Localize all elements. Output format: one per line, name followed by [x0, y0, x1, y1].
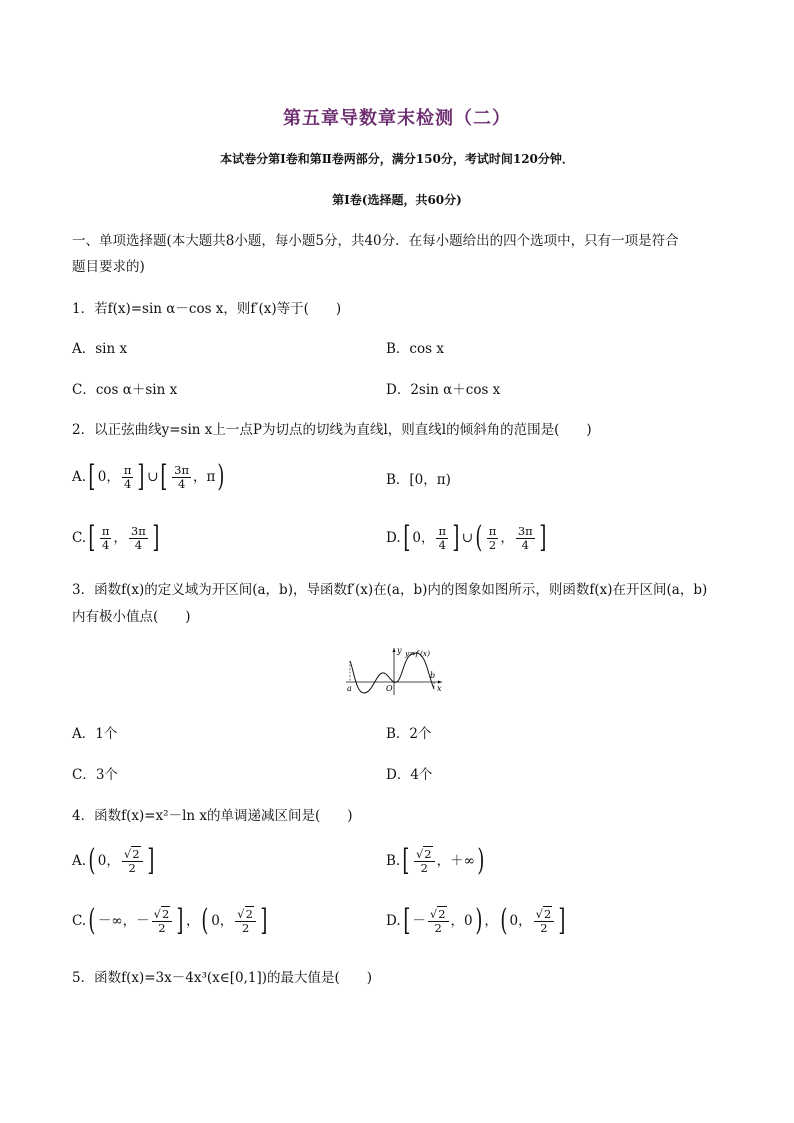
q1-option-b: B．cos x [386, 341, 444, 357]
q1-option-d: D．2sin α＋cos x [386, 382, 501, 398]
q3-option-d: D．4个 [386, 767, 433, 783]
q4-option-d [386, 903, 568, 938]
graph-label-a: a [347, 684, 352, 693]
q2-option-c [72, 520, 162, 555]
q4-option-b-label: B. [386, 853, 401, 869]
q2-option-d [386, 520, 548, 555]
part-instructions: 一、单项选择题(本大题共8小题，每小题5分，共40分．在每小题给出的四个选项中，只有一项是符合 [72, 233, 679, 249]
question-1-stem: 1．若f(x)=sin α－cos x，则f′(x)等于( ) [72, 301, 342, 317]
q4-option-b-math: [ $\frac{√2}{2}$ ，＋∞ ) [402, 843, 485, 878]
q4-option-a [72, 843, 156, 878]
graph-curve-label: y=f′(x) [405, 649, 431, 658]
graph-label-origin: O [386, 684, 393, 693]
q2-option-b: B．[0，π) [386, 472, 451, 488]
q4-option-c [72, 903, 270, 938]
q4-option-a-label: A. [72, 853, 87, 869]
q1-option-c: C．cos α＋sin x [72, 382, 178, 398]
q4-option-c-label: C. [72, 913, 87, 929]
q2-option-a-label: A. [72, 469, 87, 485]
page-title: 第五章导数章末检测（二） [283, 108, 511, 129]
q4-option-d-label: D. [386, 913, 401, 929]
q4-option-b [386, 843, 487, 878]
q3-option-b: B．2个 [386, 726, 432, 742]
part-instructions-cont: 题目要求的) [72, 259, 145, 275]
section-heading: 第Ⅰ卷(选择题，共60分) [332, 193, 462, 207]
graph-axis-x: x [437, 684, 442, 693]
q2-option-c-math: [ $\frac{\pi}{4}$ ， $\frac{3\pi}{4}$ ] [88, 520, 160, 555]
question-3-stem: 3．函数f(x)的定义域为开区间(a，b)，导函数f′(x)在(a，b)内的图象如图所示，则函数f(x)在开区间(a，b) [72, 582, 708, 598]
question-3-stem-cont: 内有极小值点( ) [72, 609, 191, 625]
q2-option-a-math: [ 0， $\frac{\pi}{4}$ ] ∪ [ $\frac{3\pi}{4}$ ，π ) [88, 459, 225, 494]
q2-option-d-label: D. [386, 530, 401, 546]
q4-option-d-math: [ － $\frac{√2}{2}$ ，0 ) ， ( 0， $\frac{√2}{2}$ ] [402, 903, 566, 938]
q2-option-a [72, 459, 227, 494]
graph-label-b: b [430, 671, 436, 680]
question-4-stem: 4．函数f(x)=x²－ln x的单调递减区间是( ) [72, 808, 353, 824]
q4-option-c-math: ( －∞，－ $\frac{√2}{2}$ ] ， ( 0， $\frac{√2}{2}$ ] [88, 903, 268, 938]
question-2-stem: 2．以正弦曲线y=sin x上一点P为切点的切线为直线l，则直线l的倾斜角的范围是( ) [72, 422, 592, 438]
graph-axis-y: y [397, 646, 402, 655]
q4-option-a-math: ( 0， $\frac{√2}{2}$ ] [88, 843, 154, 878]
q2-option-c-label: C. [72, 530, 87, 546]
q2-option-d-math: [ 0， $\frac{\pi}{4}$ ] ∪ ( $\frac{\pi}{2}$ ， $\frac{3\pi}{4}$ ] [402, 520, 547, 555]
question-5-stem: 5．函数f(x)=3x－4x³(x∈[0,1])的最大值是( ) [72, 970, 373, 986]
derivative-graph [342, 645, 446, 697]
q3-option-a: A．1个 [72, 726, 118, 742]
q1-option-a: A．sin x [72, 341, 128, 357]
exam-info: 本试卷分第Ⅰ卷和第Ⅱ卷两部分，满分150分，考试时间120分钟． [220, 152, 574, 166]
q3-option-c: C．3个 [72, 767, 118, 783]
